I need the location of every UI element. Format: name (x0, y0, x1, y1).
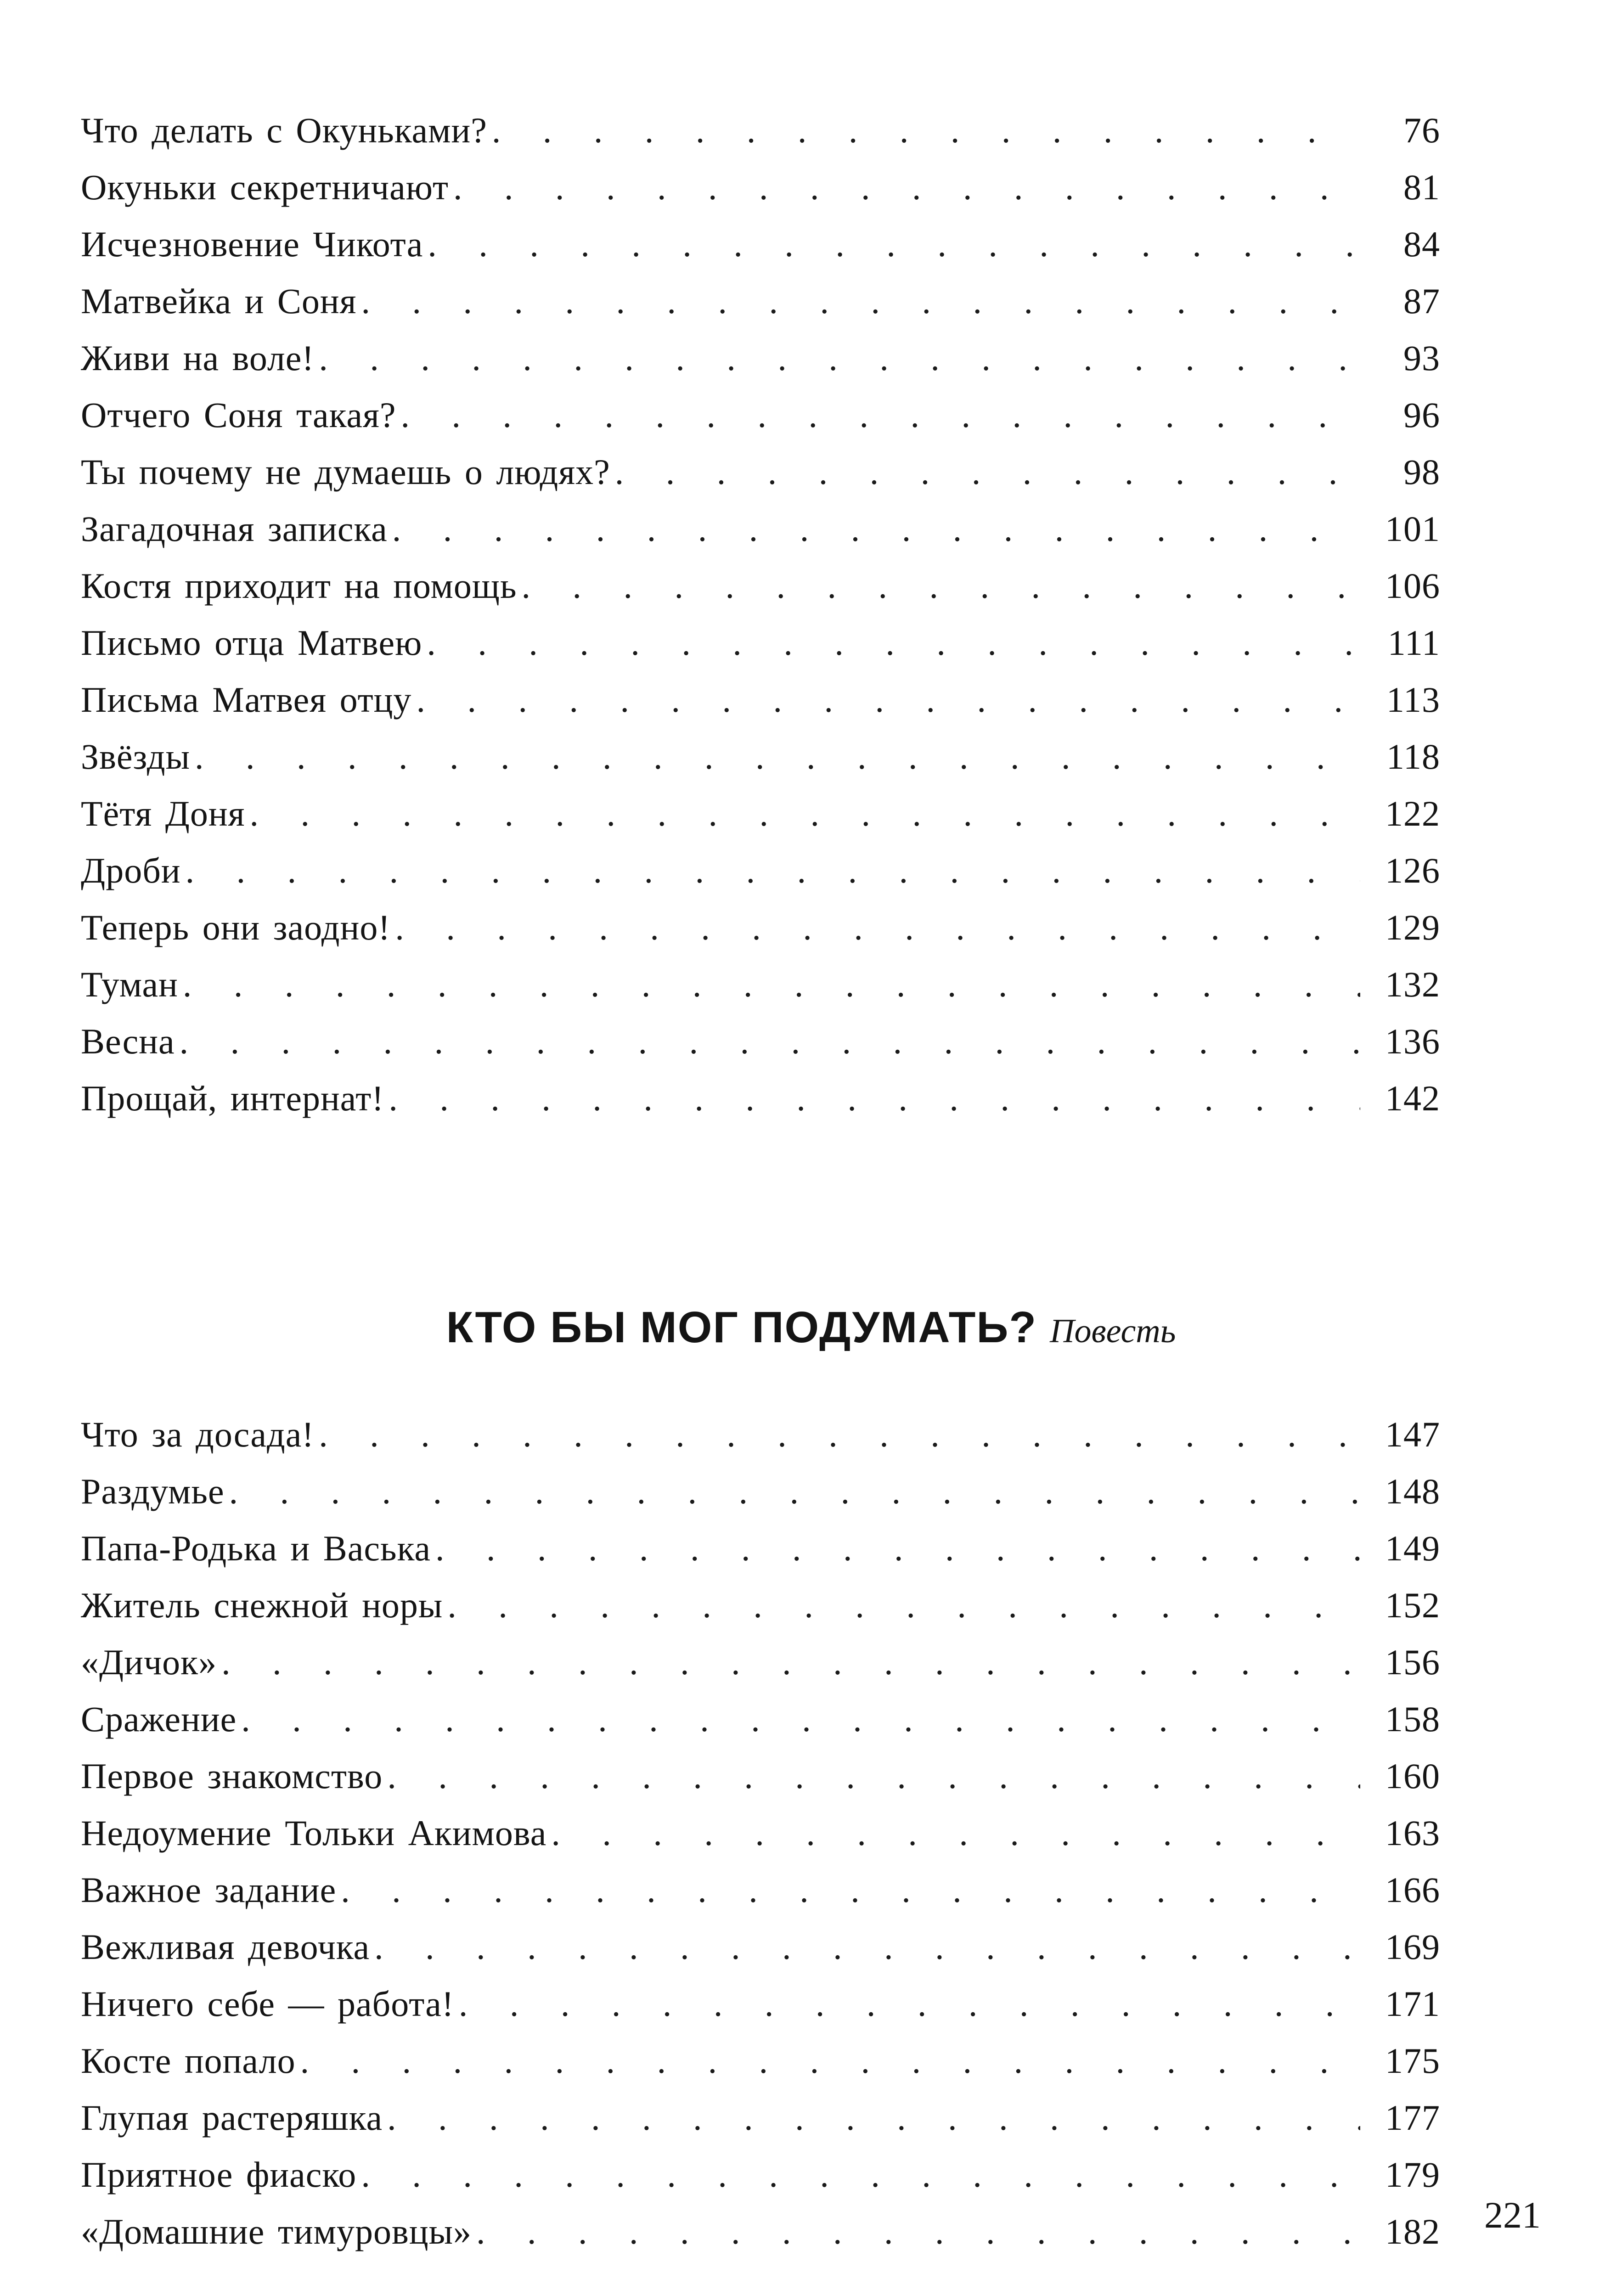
toc-entry-page: 166 (1385, 1870, 1440, 1910)
toc-entry-title: Живи на воле! (81, 338, 315, 378)
section-title: КТО БЫ МОГ ПОДУМАТЬ? (446, 1303, 1037, 1352)
toc-entry (81, 387, 1440, 444)
page-number: 221 (1484, 2194, 1541, 2236)
toc-entry-title: «Домашние тимуровцы» (81, 2212, 472, 2251)
toc-entry (81, 1919, 1440, 1975)
dot-leader (387, 2089, 1360, 2146)
dot-leader (195, 728, 1360, 785)
toc-entry-title: Вежливая девочка (81, 1927, 370, 1967)
toc-entry (81, 1634, 1440, 1691)
toc-entry-page: 169 (1385, 1927, 1440, 1967)
toc-entry (81, 842, 1440, 899)
toc-entry-title: Весна (81, 1021, 175, 1061)
toc-entry-page: 98 (1403, 452, 1440, 492)
toc-entry (81, 1862, 1440, 1919)
toc-entry (81, 671, 1440, 728)
toc-list-part2 (81, 1406, 1440, 2260)
toc-entry (81, 1520, 1440, 1577)
toc-entry-title: Дроби (81, 850, 181, 890)
toc-entry-page: 160 (1385, 1756, 1440, 1796)
toc-entry-page: 76 (1403, 110, 1440, 150)
toc-entry (81, 2089, 1440, 2146)
dot-leader (241, 1691, 1360, 1748)
toc-entry-title: Письма Матвея отцу (81, 680, 412, 720)
toc-entry-title: Загадочная записка (81, 509, 388, 549)
dot-leader (427, 614, 1360, 671)
toc-entry-page: 113 (1386, 680, 1440, 720)
toc-entry (81, 1406, 1440, 1463)
toc-entry-title: Важное задание (81, 1870, 337, 1910)
toc-entry (81, 1748, 1440, 1805)
toc-entry (81, 102, 1440, 159)
toc-entry (81, 1691, 1440, 1748)
toc-entry (81, 1975, 1440, 2032)
toc-entry-title: Отчего Соня такая? (81, 395, 396, 435)
toc-entry (81, 501, 1440, 557)
toc-entry-title: Прощай, интернат! (81, 1078, 384, 1118)
dot-leader (416, 671, 1360, 728)
toc-entry (81, 956, 1440, 1013)
dot-leader (392, 501, 1360, 557)
toc-entry-page: 182 (1385, 2212, 1440, 2251)
toc-entry (81, 1805, 1440, 1862)
toc-entry (81, 330, 1440, 387)
toc-entry-page: 93 (1403, 338, 1440, 378)
dot-leader (319, 330, 1360, 387)
toc-entry-page: 149 (1385, 1528, 1440, 1568)
dot-leader (186, 842, 1360, 899)
toc-entry-title: Ты почему не думаешь о людях? (81, 452, 610, 492)
dot-leader (361, 2146, 1360, 2203)
dot-leader (341, 1862, 1360, 1919)
toc-entry-page: 158 (1385, 1699, 1440, 1739)
toc-entry-page: 175 (1385, 2041, 1440, 2081)
dot-leader (250, 785, 1360, 842)
dot-leader (300, 2032, 1360, 2089)
toc-entry-page: 136 (1385, 1021, 1440, 1061)
toc-entry (81, 2032, 1440, 2089)
toc-entry-page: 96 (1403, 395, 1440, 435)
toc-entry-title: Сражение (81, 1699, 237, 1739)
dot-leader (319, 1406, 1360, 1463)
toc-entry-title: Костя приходит на помощь (81, 566, 517, 606)
toc-entry-page: 142 (1385, 1078, 1440, 1118)
toc-entry-page: 147 (1385, 1414, 1440, 1454)
toc-entry-page: 87 (1403, 281, 1440, 321)
toc-entry (81, 216, 1440, 273)
toc-entry-page: 122 (1385, 793, 1440, 833)
toc-entry-title: Что за досада! (81, 1414, 315, 1454)
toc-entry-page: 81 (1403, 167, 1440, 207)
toc-entry-title: Тётя Доня (81, 793, 245, 833)
dot-leader (492, 102, 1360, 159)
toc-entry (81, 273, 1440, 330)
toc-entry-title: Матвейка и Соня (81, 281, 357, 321)
dot-leader (551, 1805, 1360, 1862)
toc-entry-title: Исчезновение Чикота (81, 224, 423, 264)
toc-entry-page: 129 (1385, 907, 1440, 947)
toc-entry-page: 132 (1385, 964, 1440, 1004)
dot-leader (221, 1634, 1360, 1691)
toc-entry (81, 159, 1440, 216)
toc-entry-title: Теперь они заодно! (81, 907, 391, 947)
dot-leader (428, 216, 1360, 273)
dot-leader (522, 557, 1360, 614)
dot-leader (374, 1919, 1360, 1975)
toc-list-part1 (81, 102, 1440, 1127)
toc-entry-title: Звёзды (81, 737, 191, 777)
toc-entry-title: Что делать с Окуньками? (81, 110, 487, 150)
toc-entry-title: Первое знакомство (81, 1756, 383, 1796)
toc-entry-page: 118 (1386, 737, 1440, 777)
toc-entry-page: 177 (1385, 2098, 1440, 2138)
toc-entry-title: Туман (81, 964, 178, 1004)
toc-entry-title: Житель снежной норы (81, 1585, 443, 1625)
toc-entry-page: 111 (1387, 623, 1440, 663)
toc-entry (81, 444, 1440, 501)
toc-entry-page: 84 (1403, 224, 1440, 264)
toc-entry-title: «Дичок» (81, 1642, 217, 1682)
toc-entry-page: 179 (1385, 2155, 1440, 2195)
toc-entry-title: Недоумение Тольки Акимова (81, 1813, 547, 1853)
toc-entry-page: 156 (1385, 1642, 1440, 1682)
toc-entry-page: 106 (1385, 566, 1440, 606)
toc-entry (81, 557, 1440, 614)
toc-entry-page: 148 (1385, 1471, 1440, 1511)
dot-leader (180, 1013, 1360, 1070)
dot-leader (476, 2203, 1360, 2260)
dot-leader (435, 1520, 1360, 1577)
dot-leader (453, 159, 1360, 216)
toc-entry-title: Письмо отца Матвею (81, 623, 422, 663)
dot-leader (615, 444, 1360, 501)
section-heading (0, 1302, 1622, 1353)
toc-entry-title: Раздумье (81, 1471, 225, 1511)
dot-leader (361, 273, 1361, 330)
toc-entry-title: Папа-Родька и Васька (81, 1528, 431, 1568)
toc-entry (81, 2146, 1440, 2203)
toc-entry (81, 1013, 1440, 1070)
toc-entry-title: Ничего себе — работа! (81, 1984, 454, 2024)
section-subtitle: Повесть (1050, 1312, 1176, 1350)
toc-entry (81, 785, 1440, 842)
dot-leader (229, 1463, 1360, 1520)
toc-entry-page: 171 (1385, 1984, 1440, 2024)
toc-entry (81, 1463, 1440, 1520)
toc-entry-page: 126 (1385, 850, 1440, 890)
toc-entry-page: 152 (1385, 1585, 1440, 1625)
toc-entry (81, 614, 1440, 671)
toc-entry (81, 1577, 1440, 1634)
dot-leader (389, 1070, 1360, 1127)
toc-entry-title: Окуньки секретничают (81, 167, 449, 207)
toc-entry-title: Косте попало (81, 2041, 296, 2081)
toc-entry (81, 899, 1440, 956)
dot-leader (183, 956, 1360, 1013)
toc-entry-page: 101 (1385, 509, 1440, 549)
toc-entry (81, 728, 1440, 785)
dot-leader (400, 387, 1360, 444)
toc-entry-title: Глупая растеряшка (81, 2098, 383, 2138)
toc-entry-page: 163 (1385, 1813, 1440, 1853)
toc-entry (81, 1070, 1440, 1127)
toc-entry-title: Приятное фиаско (81, 2155, 357, 2195)
toc-entry (81, 2203, 1440, 2260)
dot-leader (447, 1577, 1360, 1634)
dot-leader (459, 1975, 1360, 2032)
dot-leader (387, 1748, 1360, 1805)
dot-leader (395, 899, 1360, 956)
